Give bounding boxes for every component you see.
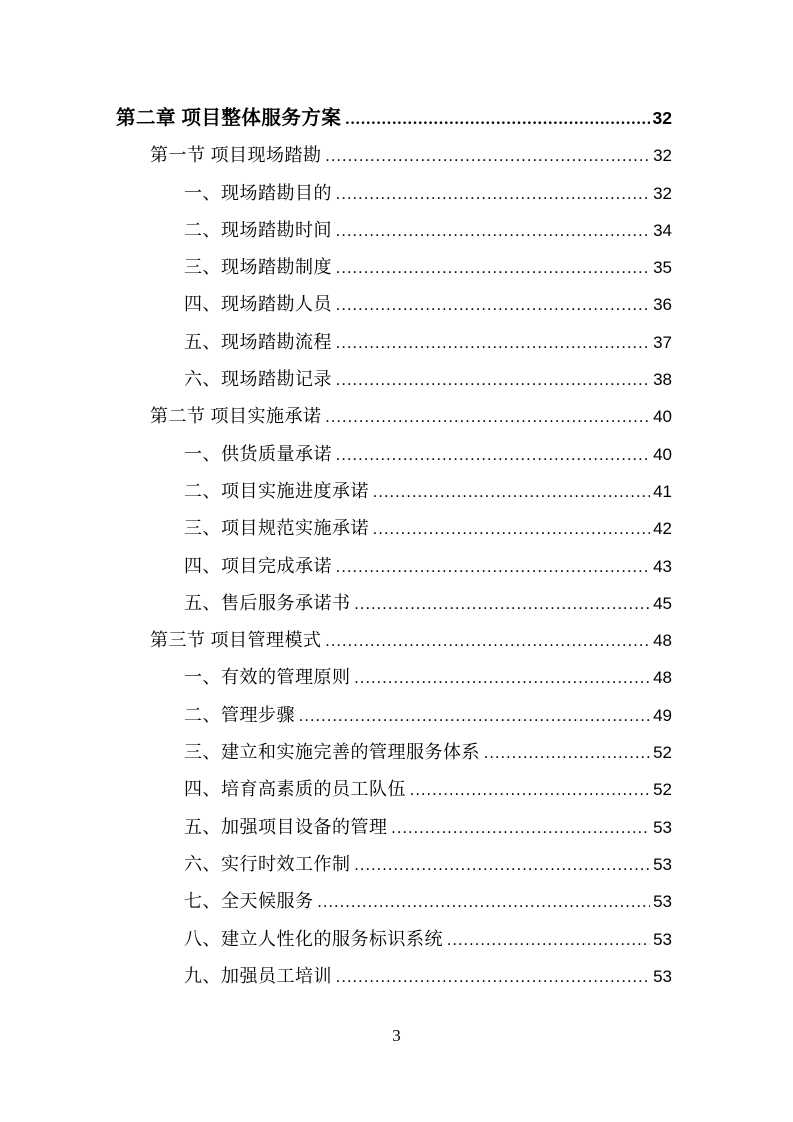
- toc-leader-dots: [336, 548, 650, 586]
- toc-entry-page: 45: [653, 593, 672, 613]
- toc-entry-title: 二、现场踏勘时间: [184, 219, 332, 240]
- toc-entry-page: 53: [653, 817, 672, 837]
- toc-entry-item[interactable]: [116, 585, 672, 622]
- toc-leader-dots: [336, 175, 650, 213]
- toc-entry-item[interactable]: [116, 436, 672, 473]
- toc-entry-page: 40: [653, 444, 672, 464]
- toc-leader-dots: [336, 286, 650, 324]
- toc-entry-item[interactable]: [116, 510, 672, 547]
- toc-leader-dots: [336, 212, 650, 250]
- toc-entry-title: 六、实行时效工作制: [184, 853, 351, 874]
- toc-entry-title: 五、加强项目设备的管理: [184, 816, 388, 837]
- toc-entry-title: 六、现场踏勘记录: [184, 369, 332, 390]
- toc-leader-dots: [355, 585, 651, 623]
- table-of-contents: [116, 100, 672, 995]
- toc-leader-dots: [336, 436, 650, 474]
- toc-entry-page: 52: [653, 780, 672, 800]
- toc-entry-title: 第一节 项目现场踏勘: [150, 145, 322, 166]
- toc-leader-dots: [373, 510, 650, 548]
- toc-entry-page: 53: [653, 929, 672, 949]
- toc-entry-page: 41: [653, 481, 672, 501]
- toc-entry-page: 42: [653, 519, 672, 539]
- toc-leader-dots: [336, 249, 650, 287]
- toc-leader-dots: [326, 137, 651, 175]
- toc-entry-item[interactable]: [116, 809, 672, 846]
- toc-entry-item[interactable]: [116, 473, 672, 510]
- toc-entry-title: 八、建立人性化的服务标识系统: [184, 928, 443, 949]
- toc-entry-page: 34: [653, 220, 672, 240]
- toc-entry-item[interactable]: [116, 548, 672, 585]
- toc-entry-title: 一、供货质量承诺: [184, 443, 332, 464]
- toc-entry-title: 三、项目规范实施承诺: [184, 518, 369, 539]
- toc-leader-dots: [299, 697, 650, 735]
- toc-entry-page: 53: [653, 966, 672, 986]
- toc-entry-page: 48: [653, 668, 672, 688]
- toc-entry-title: 四、培育高素质的员工队伍: [184, 779, 406, 800]
- toc-entry-item[interactable]: [116, 659, 672, 696]
- toc-entry-page: 53: [653, 892, 672, 912]
- toc-entry-title: 二、项目实施进度承诺: [184, 480, 369, 501]
- toc-entry-title: 四、现场踏勘人员: [184, 294, 332, 315]
- toc-entry-page: 49: [653, 705, 672, 725]
- toc-entry-title: 七、全天候服务: [184, 891, 314, 912]
- toc-entry-item[interactable]: [116, 958, 672, 995]
- toc-entry-section[interactable]: [116, 622, 672, 659]
- toc-entry-item[interactable]: [116, 175, 672, 212]
- toc-entry-page: 52: [653, 743, 672, 763]
- toc-entry-item[interactable]: [116, 697, 672, 734]
- toc-entry-item[interactable]: [116, 921, 672, 958]
- toc-leader-dots: [345, 100, 649, 138]
- toc-entry-item[interactable]: [116, 846, 672, 883]
- toc-entry-title: 一、现场踏勘目的: [184, 182, 332, 203]
- toc-leader-dots: [484, 734, 650, 772]
- toc-leader-dots: [447, 921, 650, 959]
- toc-entry-page: 36: [653, 295, 672, 315]
- toc-entry-title: 九、加强员工培训: [184, 965, 332, 986]
- toc-entry-title: 五、现场踏勘流程: [184, 331, 332, 352]
- toc-entry-section[interactable]: [116, 398, 672, 435]
- toc-entry-title: 第二章 项目整体服务方案: [116, 108, 342, 129]
- toc-entry-page: 32: [653, 146, 672, 166]
- toc-leader-dots: [373, 473, 650, 511]
- toc-entry-item[interactable]: [116, 771, 672, 808]
- toc-entry-item[interactable]: [116, 249, 672, 286]
- toc-leader-dots: [326, 622, 651, 660]
- toc-entry-item[interactable]: [116, 286, 672, 323]
- toc-leader-dots: [326, 398, 651, 436]
- toc-entry-title: 五、售后服务承诺书: [184, 592, 351, 613]
- toc-entry-title: 第三节 项目管理模式: [150, 630, 322, 651]
- toc-entry-title: 四、项目完成承诺: [184, 555, 332, 576]
- toc-entry-page: 35: [653, 258, 672, 278]
- toc-leader-dots: [392, 809, 651, 847]
- toc-entry-item[interactable]: [116, 212, 672, 249]
- toc-leader-dots: [355, 846, 651, 884]
- toc-entry-page: 32: [652, 108, 672, 128]
- toc-entry-page: 53: [653, 854, 672, 874]
- toc-entry-section[interactable]: [116, 137, 672, 174]
- toc-entry-page: 38: [653, 370, 672, 390]
- toc-leader-dots: [355, 659, 651, 697]
- toc-entry-item[interactable]: [116, 734, 672, 771]
- toc-leader-dots: [410, 771, 650, 809]
- toc-leader-dots: [318, 883, 651, 921]
- toc-entry-item[interactable]: [116, 883, 672, 920]
- toc-entry-page: 48: [653, 631, 672, 651]
- toc-entry-title: 二、管理步骤: [184, 704, 295, 725]
- toc-leader-dots: [336, 958, 650, 996]
- toc-entry-page: 32: [653, 183, 672, 203]
- toc-entry-item[interactable]: [116, 361, 672, 398]
- toc-leader-dots: [336, 361, 650, 399]
- toc-entry-title: 三、现场踏勘制度: [184, 257, 332, 278]
- toc-entry-title: 三、建立和实施完善的管理服务体系: [184, 742, 480, 763]
- footer-page-number: 3: [392, 1026, 401, 1045]
- toc-entry-page: 40: [653, 407, 672, 427]
- toc-entry-title: 一、有效的管理原则: [184, 667, 351, 688]
- toc-entry-item[interactable]: [116, 324, 672, 361]
- toc-entry-chapter[interactable]: [116, 100, 672, 137]
- toc-entry-title: 第二节 项目实施承诺: [150, 406, 322, 427]
- toc-entry-page: 37: [653, 332, 672, 352]
- toc-leader-dots: [336, 324, 650, 362]
- toc-entry-page: 43: [653, 556, 672, 576]
